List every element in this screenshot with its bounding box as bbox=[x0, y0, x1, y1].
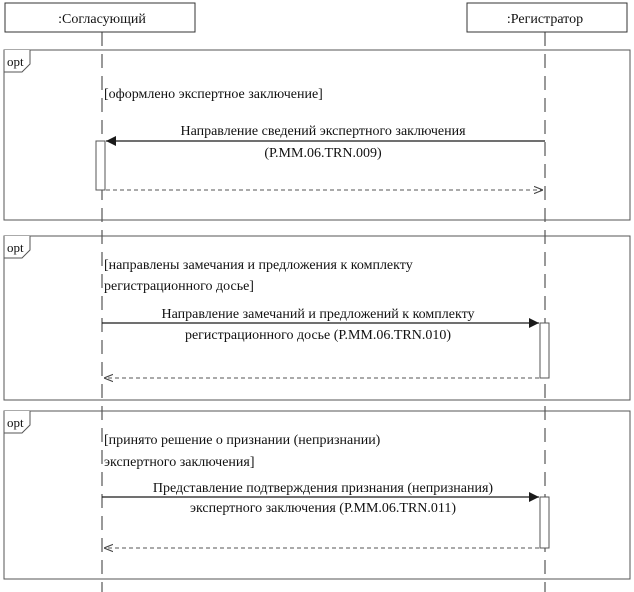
message-label: Направление замечаний и предложений к комплекту bbox=[161, 307, 475, 322]
activation-bar bbox=[540, 323, 549, 378]
fragment-guard: [направлены замечания и предложения к комплекту bbox=[104, 258, 413, 273]
fragment-operator: opt bbox=[7, 415, 24, 430]
fragment-guard: экспертного заключения] bbox=[104, 455, 255, 470]
participant-name: :Согласующий bbox=[58, 12, 146, 27]
fragment-guard: регистрационного досье] bbox=[104, 279, 254, 294]
participant-registrator bbox=[467, 3, 627, 32]
opt-fragment-3 bbox=[4, 411, 630, 579]
activation-bar bbox=[96, 141, 105, 190]
message-label: Направление сведений экспертного заключения bbox=[180, 124, 466, 139]
message-label: Представление подтверждения признания (непризнания) bbox=[152, 481, 494, 496]
fragment-guard: [принято решение о признании (непризнании) bbox=[104, 433, 381, 448]
message-label: экспертного заключения (Р.ММ.06.TRN.011) bbox=[189, 501, 457, 516]
opt-fragment-2 bbox=[4, 236, 630, 400]
fragment-operator: opt bbox=[7, 54, 24, 69]
opt-fragment-1 bbox=[4, 50, 630, 220]
message-label: (Р.ММ.06.TRN.009) bbox=[264, 146, 382, 161]
fragment-guard: [оформлено экспертное заключение] bbox=[104, 87, 323, 102]
fragment-operator: opt bbox=[7, 240, 24, 255]
message-label: регистрационного досье (Р.ММ.06.TRN.010) bbox=[184, 328, 452, 343]
participant-soglasuyushchiy bbox=[5, 3, 195, 32]
participant-name: :Регистратор bbox=[506, 12, 584, 27]
activation-bar bbox=[540, 497, 549, 548]
